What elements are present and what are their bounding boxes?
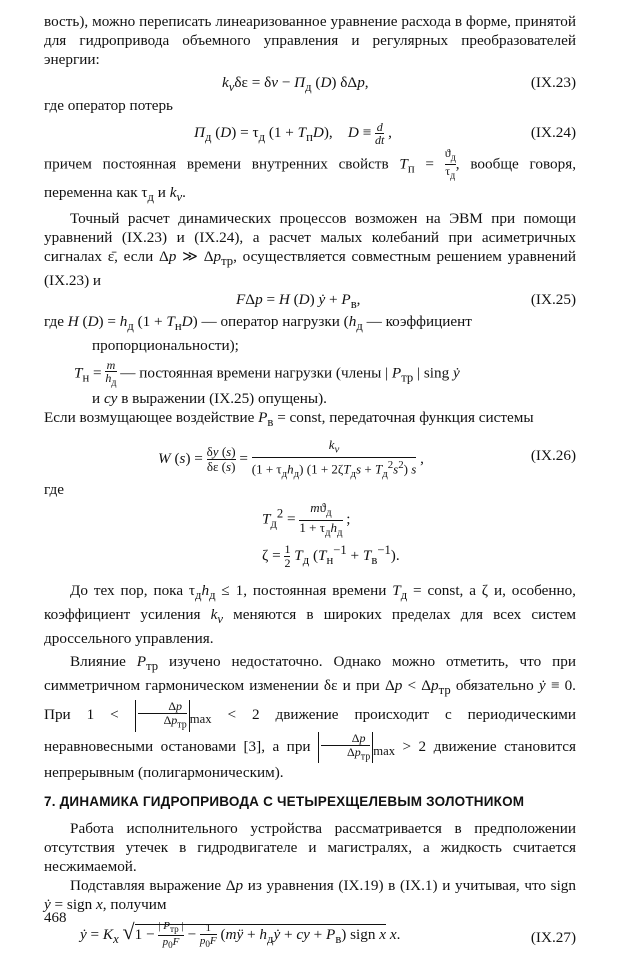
paragraph: Подставляя выражение Δp из уравнения (IX.19) в (IX.1) и учитывая, что sign ẏ = sign x, получим bbox=[44, 877, 576, 914]
paragraph: $T_н$ = m $h_д$ — постоянная времени нагрузки (члены | $P_{тр}$ | sing ẏ bbox=[74, 357, 460, 389]
equation-ix25: FΔp = H (D) ẏ + $P_в$, (IX.25) bbox=[236, 290, 576, 311]
equation-number: (IX.26) bbox=[530, 447, 576, 465]
equation-ix24: $\Pi_д$ $(D) = \tau_д$ $(1 + T_пD)$, D ≡ $\frac{d}{dt}$ , (IX.24) bbox=[194, 120, 576, 147]
paragraph: До тех пор, пока $\tau_дh_д \le 1$, постоянная времени $T_д$ = const, а ζ и, особенно, коэффициент усиления $k_v$ меняются в широких пределах для всех систем дроссельного управления. bbox=[44, 582, 576, 648]
page-number: 468 bbox=[44, 910, 67, 926]
equation-ix23: $k_v\delta\varepsilon = \delta v - \Pi_д$ (D) δΔp, (IX.23) bbox=[222, 74, 576, 95]
equation-zeta: ζ = $\frac{1}{2}$ $T_д$ $(T_н^{-1} + T_в^{-1})$. bbox=[262, 542, 400, 571]
equation-ix27: ẏ = $K_x$ √1 − | $P_{тр}$ | $p_0F$ − $\frac{1}{p_0F}$ (mÿ + $h_дẏ$ + cy + $P_в$) sign x x. (IX.27) bbox=[80, 919, 576, 951]
equation-ix26: W (s) = $\frac{\delta y (s)}{\delta\varepsilon (s)}$ = $k_v$ $(1 + \tau_дh_д)$ $(1 + 2\zeta T_дs + T_д^2s^2)$ s , (IX.26) bbox=[158, 437, 576, 480]
equation-td: $T_д^2$ = $mϑ_д$ $1 + \tau_дh_д$ ; bbox=[262, 500, 351, 539]
paragraph: вость), можно переписать линеаризованное уравнение расхода в форме, принятой для гидропривода объемного управления и регулярных преобразователей энергии: bbox=[44, 13, 576, 68]
paragraph: Точный расчет динамических процессов возможен на ЭВМ при помощи уравнений (IX.23) и (IX.24), а расчет малых колебаний при асиметричных сигналах ε̄, если Δp ≫ $\Delta p_{тр}$, осуществляется совместным решением уравнений (IX.23) и bbox=[44, 209, 577, 289]
paragraph: где bbox=[44, 481, 64, 499]
paragraph: где оператор потерь bbox=[44, 97, 173, 114]
section-heading: 7. ДИНАМИКА ГИДРОПРИВОДА С ЧЕТЫРЕХЩЕЛЕВЫМ ЗОЛОТНИКОМ bbox=[44, 794, 525, 810]
paragraph: Работа исполнительного устройства рассматривается в предположении отсутствия утечек в гидродвигателе и магистралях, а жидкость считается несжимаемой. bbox=[44, 820, 576, 876]
paragraph: где H $(D) = h_д$ $(1 + T_нD)$ — оператор нагрузки ($h_д$ — коэффициент bbox=[44, 312, 472, 333]
paragraph: Если возмущающее воздействие $P_в$ = const, передаточная функция системы bbox=[44, 409, 534, 430]
paragraph: причем постоянная времени внутренних свойств $T_п$ = $ϑ_д$ $\tau_д$ , вообще говоря, переменна как $\tau_д$ и $k_v$. bbox=[44, 146, 576, 204]
page-body bbox=[44, 12, 576, 956]
equation-number: (IX.25) bbox=[530, 290, 576, 308]
equation-number: (IX.24) bbox=[530, 124, 576, 141]
paragraph: пропорциональности); bbox=[92, 336, 239, 354]
paragraph: и cy в выражении (IX.25) опущены). bbox=[92, 390, 327, 408]
equation-number: (IX.27) bbox=[530, 929, 576, 947]
equation-number: (IX.23) bbox=[530, 74, 576, 91]
paragraph: Влияние $P_{тр}$ изучено недостаточно. Однако можно отметить, что при симметричном гармоническом изменении δε и при $\Delta p < \Delta p_{тр}$ обязательно ẏ ≡ 0. При 1 < Δp $\Delta p_{тр}$ $_{max}$ < 2 движение происходит с периодическими неравновесными остановами [3], а при Δp $\Delta p_{тр}$ $_{max}$ > 2 движение становится непрерывным (полигармоническим). bbox=[44, 653, 577, 782]
